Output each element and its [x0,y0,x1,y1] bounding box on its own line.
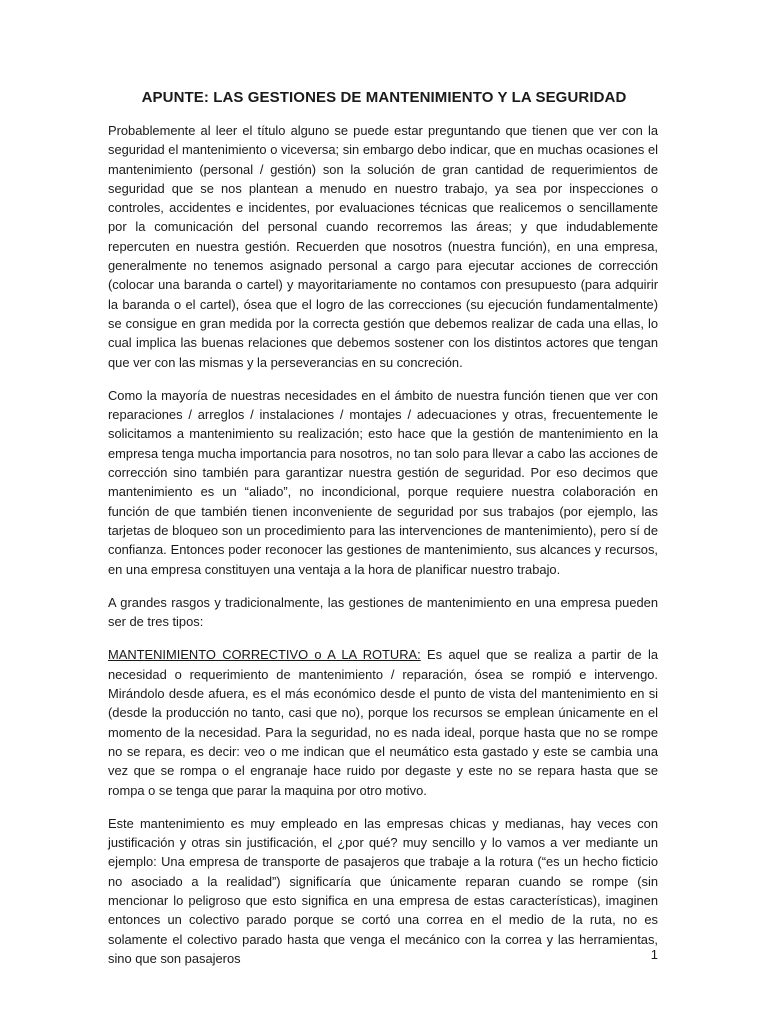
document-body [108,121,658,982]
page-number: 1 [650,947,658,962]
section-heading-corrective: MANTENIMIENTO CORRECTIVO o A LA ROTURA: [108,647,421,663]
page-title: APUNTE: LAS GESTIONES DE MANTENIMIENTO Y LA SEGURIDAD [141,89,627,106]
paragraph-types: A grandes rasgos y tradicionalmente, las gestiones de mantenimiento en una empresa pueden ser de tres tipos: [108,594,658,630]
paragraph-ally: Como la mayoría de nuestras necesidades en el ámbito de nuestra función tienen que ver con reparaciones / arreglos / instalaciones / montajes / adecuaciones y otras, frecuentemente le solicitamos a mantenimiento su realización; esto hace que la gestión de mantenimiento en la empresa tenga mucha importancia para nosotros, no tan solo para llevar a cabo las acciones de corrección sino también para garantizar nuestra gestión de seguridad. Por eso decimos que mantenimiento es un “aliado”, no incondicional, porque requiere nuestra colaboración en función de que también tienen inconveniente de seguridad por sus trabajos (por ejemplo, las tarjetas de bloqueo son un procedimiento para las intervenciones de mantenimiento), pero sí de confianza. Entonces poder reconocer las gestiones de mantenimiento, sus alcances y recursos, en una empresa constituyen una ventaja a la hora de planificar nuestro trabajo. [108,387,658,577]
paragraph-example: Este mantenimiento es muy empleado en las empresas chicas y medianas, hay veces con justificación y otras sin justificación, el ¿por qué? muy sencillo y lo vamos a ver mediante un ejemplo: Una empresa de transporte de pasajeros que trabaje a la rotura (“es un hecho ficticio no asociado a la realidad”) significaría que únicamente reparan cuando se rompe (sin mencionar lo peligroso que esto significa en una empresa de estas características), imaginen entonces un colectivo parado porque se cortó una correa en el medio de la ruta, no es solamente el colectivo parado hasta que venga el mecánico con la correa y las herramientas, sino que son pasajeros [108,815,658,966]
section-text-corrective: Es aquel que se realiza a partir de la necesidad o requerimiento de mantenimiento / reparación, ósea se rompió e intervengo. Mirándolo desde afuera, es el más económico desde el punto de vista del mantenimiento en si (desde la producción no tanto, casi que no), porque los recursos se emplean únicamente en el momento de la necesidad. Para la seguridad, no es nada ideal, porque hasta que no se rompe no se repara, es decir: veo o me indican que el neumático esta gastado y este se cambia una vez que se rompa o el engranaje hace ruido por degaste y este no se repara hasta que se rompa o se tenga que parar la maquina por otro motivo. [108,647,658,798]
paragraph-intro: Probablemente al leer el título alguno se puede estar preguntando que tienen que ver con la seguridad el mantenimiento o viceversa; sin embargo debo indicar, que en muchas ocasiones el mantenimiento (personal / gestión) son la solución de gran cantidad de requerimientos de seguridad que se nos plantean a menudo en nuestro trabajo, ya sea por inspecciones o controles, accidentes e incidentes, por evaluaciones técnicas que realicemos o sencillamente por la comunicación del personal cuando recorremos las áreas; y que indudablemente repercuten en nuestra gestión. Recuerden que nosotros (nuestra función), en una empresa, generalmente no tenemos asignado personal a cargo para ejecutar acciones de corrección (colocar una baranda o cartel) y mayoritariamente no contamos con presupuesto (para adquirir la baranda o el cartel), ósea que el logro de las correcciones (su ejecución fundamentalmente) se consigue en gran medida por la correcta gestión que debemos realizar de cada una ellas, lo cual implica las buenas relaciones que debemos sostener con los distintos actores que tengan que ver con las mismas y la perseverancias en su concreción. [108,123,658,370]
paragraph-corrective [108,645,658,799]
